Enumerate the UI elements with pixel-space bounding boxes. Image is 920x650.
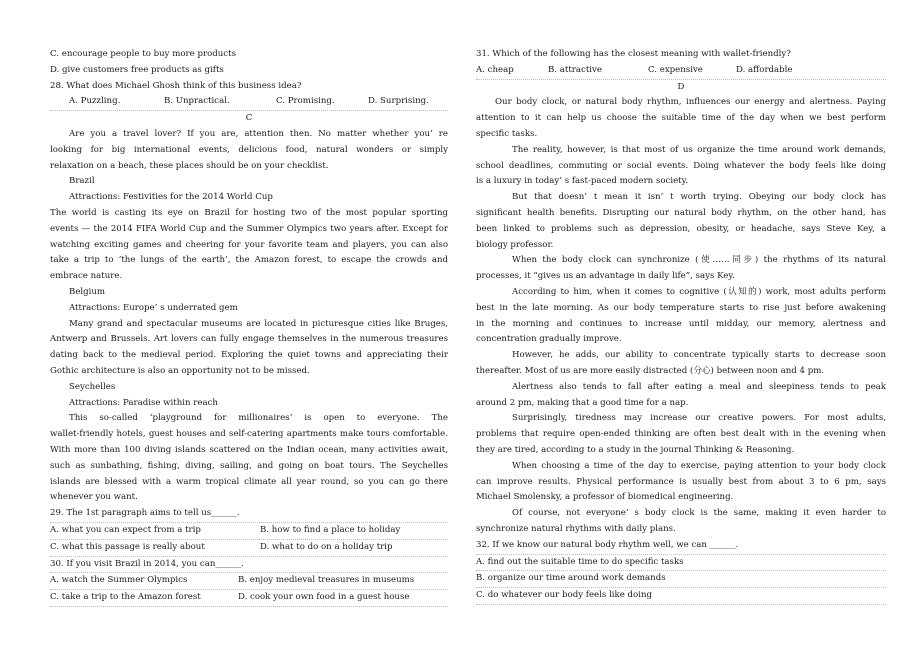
passage-d-line: Michael Smolensky, a professor of biomedical engineering.	[476, 492, 734, 503]
seychelles-text-line: With more than 100 diving islands scattered on the Indian ocean, many activities await,	[50, 444, 448, 455]
passage-d-line: When the body clock can synchronize (使……同步) the rhythms of its natural	[512, 255, 886, 266]
q29-option-d: D. what to do on a holiday trip	[260, 541, 393, 552]
q29-options-row2	[50, 540, 448, 557]
q31-answer: D	[677, 81, 685, 92]
seychelles-heading: Seychelles	[69, 381, 116, 392]
passage-d-line: thereafter. Most of us are more easily distracted (分心) between noon and 4 pm.	[476, 365, 825, 376]
q30-options-row2	[50, 590, 448, 607]
q31-option-b: B. attractive	[548, 64, 602, 75]
passage-d-line: specific tasks.	[476, 128, 538, 139]
passage-d-line: Of course, not everyone’ s body clock is the same, making it even harder to	[512, 508, 886, 519]
q31-option-d: D. affordable	[736, 64, 793, 75]
belgium-text-line: Gothic architecture is also an opportunity not to be missed.	[50, 365, 310, 376]
passage-d-line: can improve results. Physical performance is usually best from about 3 to 6 pm, says	[476, 476, 886, 487]
q29-stem: 29. The 1st paragraph aims to tell us______.	[50, 506, 448, 523]
q31-options	[476, 63, 886, 80]
q32-stem: 32. If we know our natural body rhythm well, we can ______.	[476, 538, 886, 555]
passage-d-line: around 2 pm, making that a good time for a nap.	[476, 397, 689, 408]
passage-d-line: When choosing a time of the day to exercise, paying attention to your body clock	[512, 460, 886, 471]
passage-d-line: attention to it can help us choose the suitable time of the day when we best perform	[476, 113, 886, 124]
seychelles-attractions: Attractions: Paradise within reach	[69, 397, 218, 408]
passage-d-line: processes, it “gives us an advantage in daily life”, says Key.	[476, 271, 735, 282]
passage-d-line: The reality, however, is that most of us organize the time around work demands,	[512, 144, 886, 155]
seychelles-text-line: wallet-friendly hotels, guest houses and self-catering apartments make tours comfortable.	[50, 429, 448, 440]
passage-c-intro-line: Are you a travel lover? If you are, attention then. No matter whether you’ re	[69, 128, 448, 139]
q30-option-b: B. enjoy medieval treasures in museums	[238, 575, 415, 586]
passage-d-line: synchronize natural rhythms with daily plans.	[476, 523, 676, 534]
seychelles-text-line: such as sunbathing, fishing, diving, sailing, and going on boat tours. The Seychelles	[50, 460, 448, 471]
passage-c-intro-line: relaxation on a beach, these places should be on your checklist.	[50, 160, 329, 171]
seychelles-text-line: islands are blessed with a warm tropical climate all year round, so you can go there	[50, 476, 448, 487]
brazil-text-line: events — the 2014 FIFA World Cup and the Summer Olympics two years after. Except for	[50, 223, 448, 234]
seychelles-text-line: This so-called ‘playground for millionaires’ is open to everyone. The	[69, 413, 448, 424]
passage-d-line: According to him, when it comes to cognitive (认知的) work, most adults perform	[512, 286, 886, 297]
q29-options-row1	[50, 523, 448, 540]
passage-d-line: is a luxury in today’ s fast-paced modern society.	[476, 176, 689, 187]
brazil-attractions: Attractions: Festivities for the 2014 World Cup	[69, 192, 273, 203]
brazil-text-line: watching exciting games and cheering for your favorite team and players, you can also	[50, 239, 448, 250]
q28-answer: C	[245, 113, 253, 124]
passage-d-line: school deadlines, commuting or social events. Doing whatever the body feels like doing	[476, 160, 886, 171]
passage-c-intro-line: looking for big international events, delicious food, natural wonders or simply	[50, 144, 448, 155]
q31-option-a: A. cheap	[476, 64, 514, 75]
passage-d-line: biology professor.	[476, 239, 554, 250]
q31-option-c: C. expensive	[648, 64, 703, 75]
brazil-text-line: take a trip to ‘the lungs of the earth’, the Amazon forest, to escape the crowds and	[50, 255, 448, 266]
q30-option-a: A. watch the Summer Olympics	[50, 575, 188, 586]
belgium-text-line: dating back to the medieval period. Exploring the quiet towns and appreciating their	[50, 350, 448, 361]
belgium-heading: Belgium	[69, 286, 106, 297]
belgium-text-line: Many grand and spectacular museums are located in picturesque cities like Bruges,	[69, 318, 448, 329]
belgium-attractions: Attractions: Europe’ s underrated gem	[69, 302, 238, 313]
q29-option-c: C. what this passage is really about	[50, 541, 205, 552]
passage-d-line: in the morning and continues to increase until midday, our memory, alertness and	[476, 318, 886, 329]
q27-option-c: C. encourage people to buy more products	[50, 49, 236, 59]
brazil-text-line: The world is casting its eye on Brazil for hosting two of the most popular sporting	[50, 207, 448, 218]
q30-option-c: C. take a trip to the Amazon forest	[50, 592, 201, 603]
passage-d-line: been linked to problems such as depression, obesity, or headache, says Steve Key, a	[476, 223, 886, 234]
q28-options	[50, 94, 448, 111]
passage-d-line: problems that require open-ended thinking are often best dealt with in the evening when	[476, 429, 886, 440]
q32-option-a: A. find out the suitable time to do specific tasks	[476, 555, 886, 572]
q32-option-b: B. organize our time around work demands	[476, 571, 886, 588]
passage-d-line: best in the late morning. As our body temperature starts to rise just before awakening	[476, 302, 886, 313]
passage-d-line: However, he adds, our ability to concentrate typically starts to decrease soon	[512, 350, 886, 361]
q28-option-a: A. Puzzling.	[69, 96, 121, 107]
q28-option-b: B. Unpractical.	[164, 96, 230, 107]
q30-stem: 30. If you visit Brazil in 2014, you can______.	[50, 557, 448, 574]
passage-d-line: significant health benefits. Disrupting our natural body rhythm, on the other hand, has	[476, 207, 886, 218]
left-column	[50, 47, 448, 607]
passage-d-line: Alertness also tends to fall after eating a meal and sleepiness tends to peak	[512, 381, 886, 392]
q31-stem: 31. Which of the following has the closest meaning with wallet-friendly?	[476, 49, 791, 59]
q27-option-d: D. give customers free products as gifts	[50, 64, 224, 75]
belgium-text-line: Antwerp and Brussels. Art lovers can fully engage themselves in the numerous treasures	[50, 334, 448, 345]
seychelles-text-line: whenever you want.	[50, 492, 138, 503]
q29-option-a: A. what you can expect from a trip	[50, 524, 201, 535]
passage-d-line: they are tired, according to a study in the journal Thinking & Reasoning.	[476, 444, 795, 455]
right-column	[476, 47, 886, 605]
brazil-heading: Brazil	[69, 176, 95, 187]
passage-d-line: concentration gradually improve.	[476, 334, 622, 345]
q28-option-d: D. Surprising.	[368, 96, 429, 107]
passage-d-line: Surprisingly, tiredness may increase our creative powers. For most adults,	[512, 413, 886, 424]
passage-d-line: But that doesn’ t mean it isn’ t worth trying. Obeying our body clock has	[512, 192, 886, 203]
brazil-text-line: embrace nature.	[50, 271, 123, 282]
q28-option-c: C. Promising.	[276, 96, 335, 107]
passage-d-line: Our body clock, or natural body rhythm, influences our energy and alertness. Paying	[495, 97, 886, 108]
q30-options-row1	[50, 573, 448, 590]
q32-option-c: C. do whatever our body feels like doing	[476, 588, 886, 605]
q29-option-b: B. how to find a place to holiday	[260, 524, 401, 535]
q30-option-d: D. cook your own food in a guest house	[238, 592, 410, 603]
q28-stem: 28. What does Michael Ghosh think of this business idea?	[50, 80, 302, 91]
